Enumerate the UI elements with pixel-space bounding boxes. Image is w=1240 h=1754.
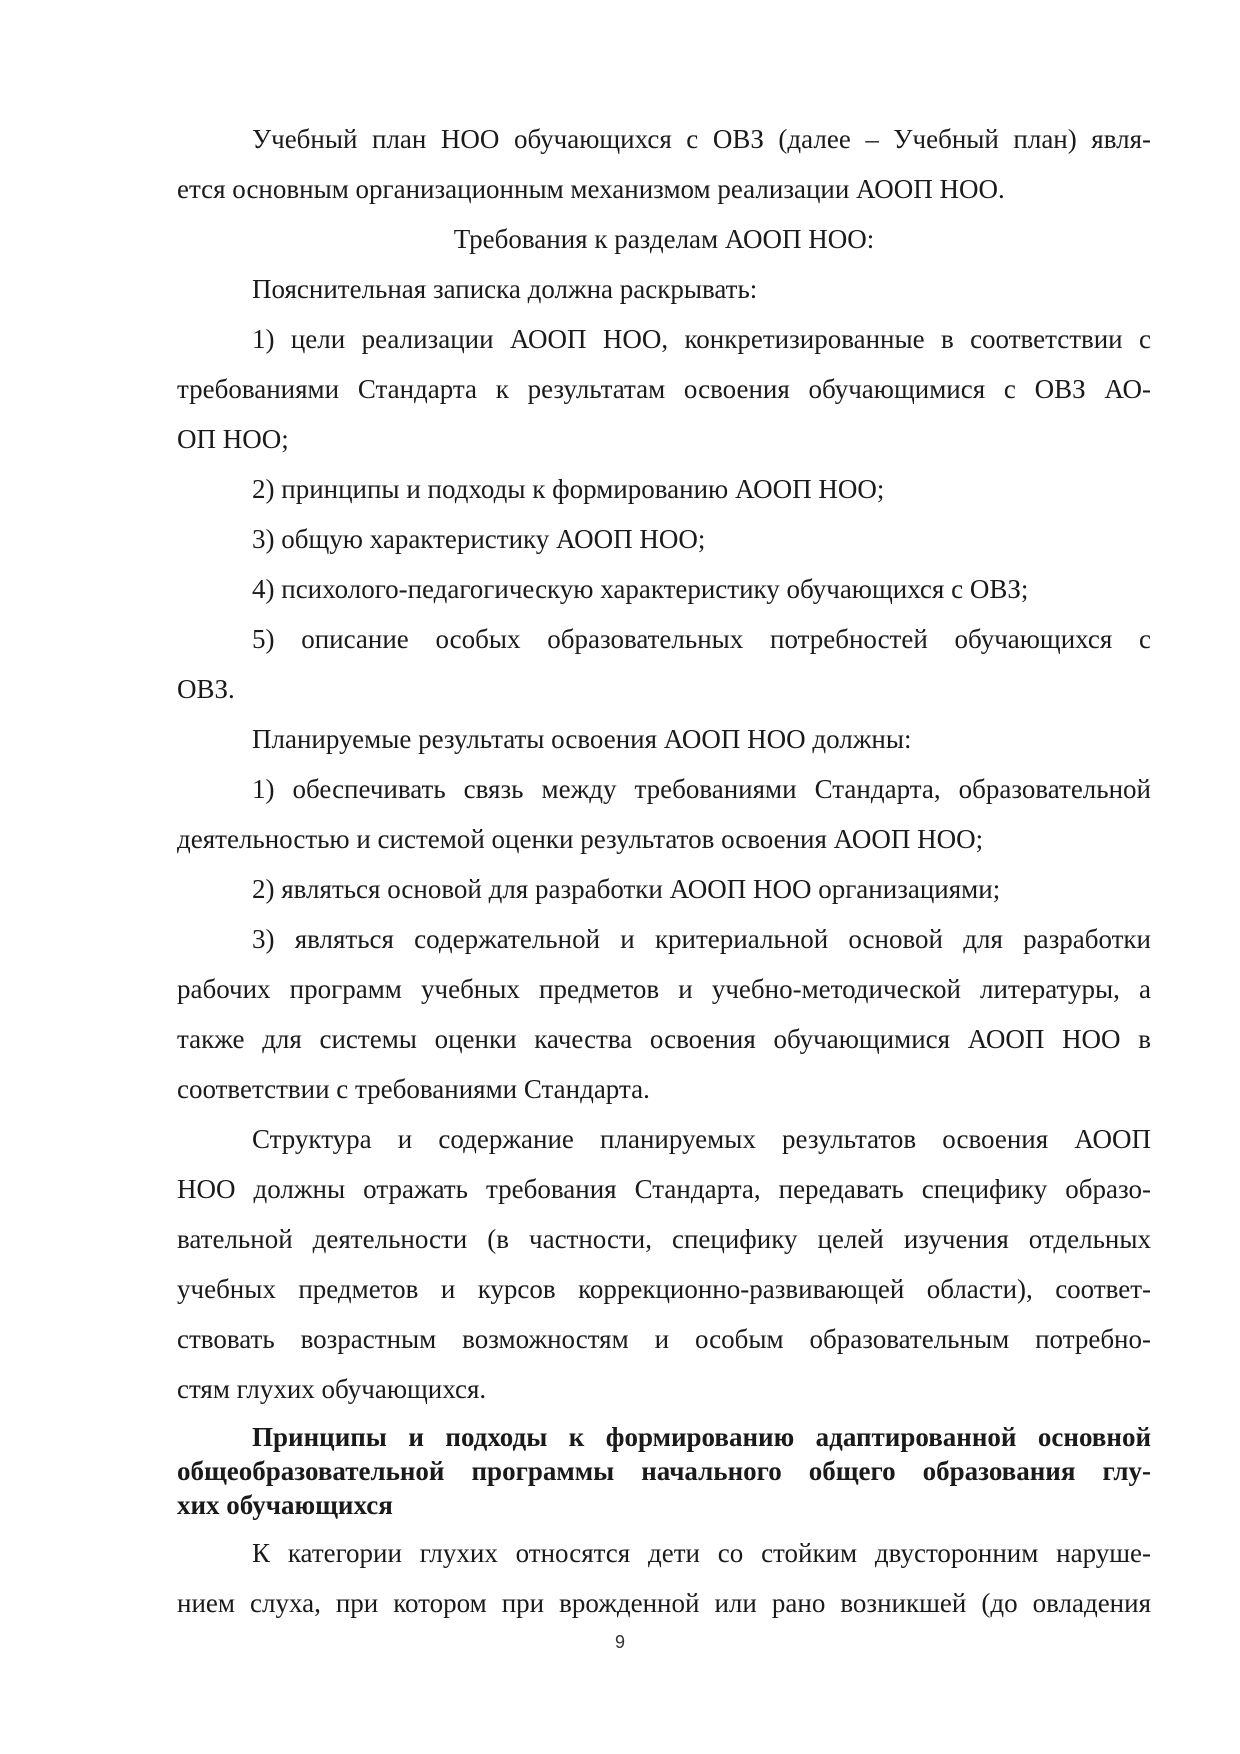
body-line: ется основным организационным механизмом реализации АООП НОО. [177,174,1005,204]
body-line: Планируемые результаты освоения АООП НОО должны: [252,724,912,754]
body-line: ствовать возрастным возможностям и особым образовательным потребно- [177,1324,1151,1354]
list-item-line: рабочих программ учебных предметов и учебно-методической литературы, а [177,974,1151,1004]
body-line: учебных предметов и курсов коррекционно-развивающей области), соответ- [177,1274,1151,1304]
list-item-line: деятельностью и системой оценки результатов освоения АООП НОО; [177,824,984,854]
list-item-line: соответствии с требованиями Стандарта. [177,1074,650,1104]
page-body [177,114,1151,1628]
list-item: 2) принципы и подходы к формированию АООП НОО; [252,474,885,504]
list-item-line: ОП НОО; [177,424,289,454]
list-item-line: ОВЗ. [177,674,235,704]
list-item-line: 1) цели реализации АООП НОО, конкретизированные в соответствии с [252,324,1151,354]
body-line: стям глухих обучающихся. [177,1374,487,1404]
list-item: 3) общую характеристику АООП НОО; [252,524,706,554]
body-line: НОО должны отражать требования Стандарта, передавать специфику образо- [177,1174,1151,1204]
list-item-line: 5) описание особых образовательных потребностей обучающихся с [252,624,1151,654]
list-item-line: также для системы оценки качества освоения обучающимися АООП НОО в [177,1024,1151,1054]
list-item-line: 3) являться содержательной и критериальной основой для разработки [252,924,1151,954]
heading-line: общеобразовательной программы начального общего образования глу- [177,1456,1151,1486]
body-line: К категории глухих относятся дети со стойким двусторонним наруше- [252,1538,1151,1568]
body-line: нием слуха, при котором при врожденной или рано возникшей (до овладения [177,1588,1151,1618]
heading-line: хих обучающихся [177,1490,393,1520]
body-line: Структура и содержание планируемых результатов освоения АООП [252,1124,1151,1154]
list-item: 4) психолого-педагогическую характеристику обучающихся с ОВЗ; [252,574,1029,604]
heading-line: Принципы и подходы к формированию адаптированной основной [252,1422,1151,1452]
list-item-line: требованиями Стандарта к результатам освоения обучающимися с ОВЗ АО- [177,374,1151,404]
list-item-line: 1) обеспечивать связь между требованиями Стандарта, образовательной [252,774,1151,804]
body-line: Учебный план НОО обучающихся с ОВЗ (далее – Учебный план) явля- [252,124,1151,154]
list-item: 2) являться основой для разработки АООП НОО организациями; [252,874,1001,904]
section-subtitle: Требования к разделам АООП НОО: [453,224,875,254]
section-heading [177,1420,1151,1522]
body-line: вательной деятельности (в частности, специфику целей изучения отдельных [177,1224,1151,1254]
body-line: Пояснительная записка должна раскрывать: [252,274,758,304]
page-number: 9 [614,1632,625,1652]
